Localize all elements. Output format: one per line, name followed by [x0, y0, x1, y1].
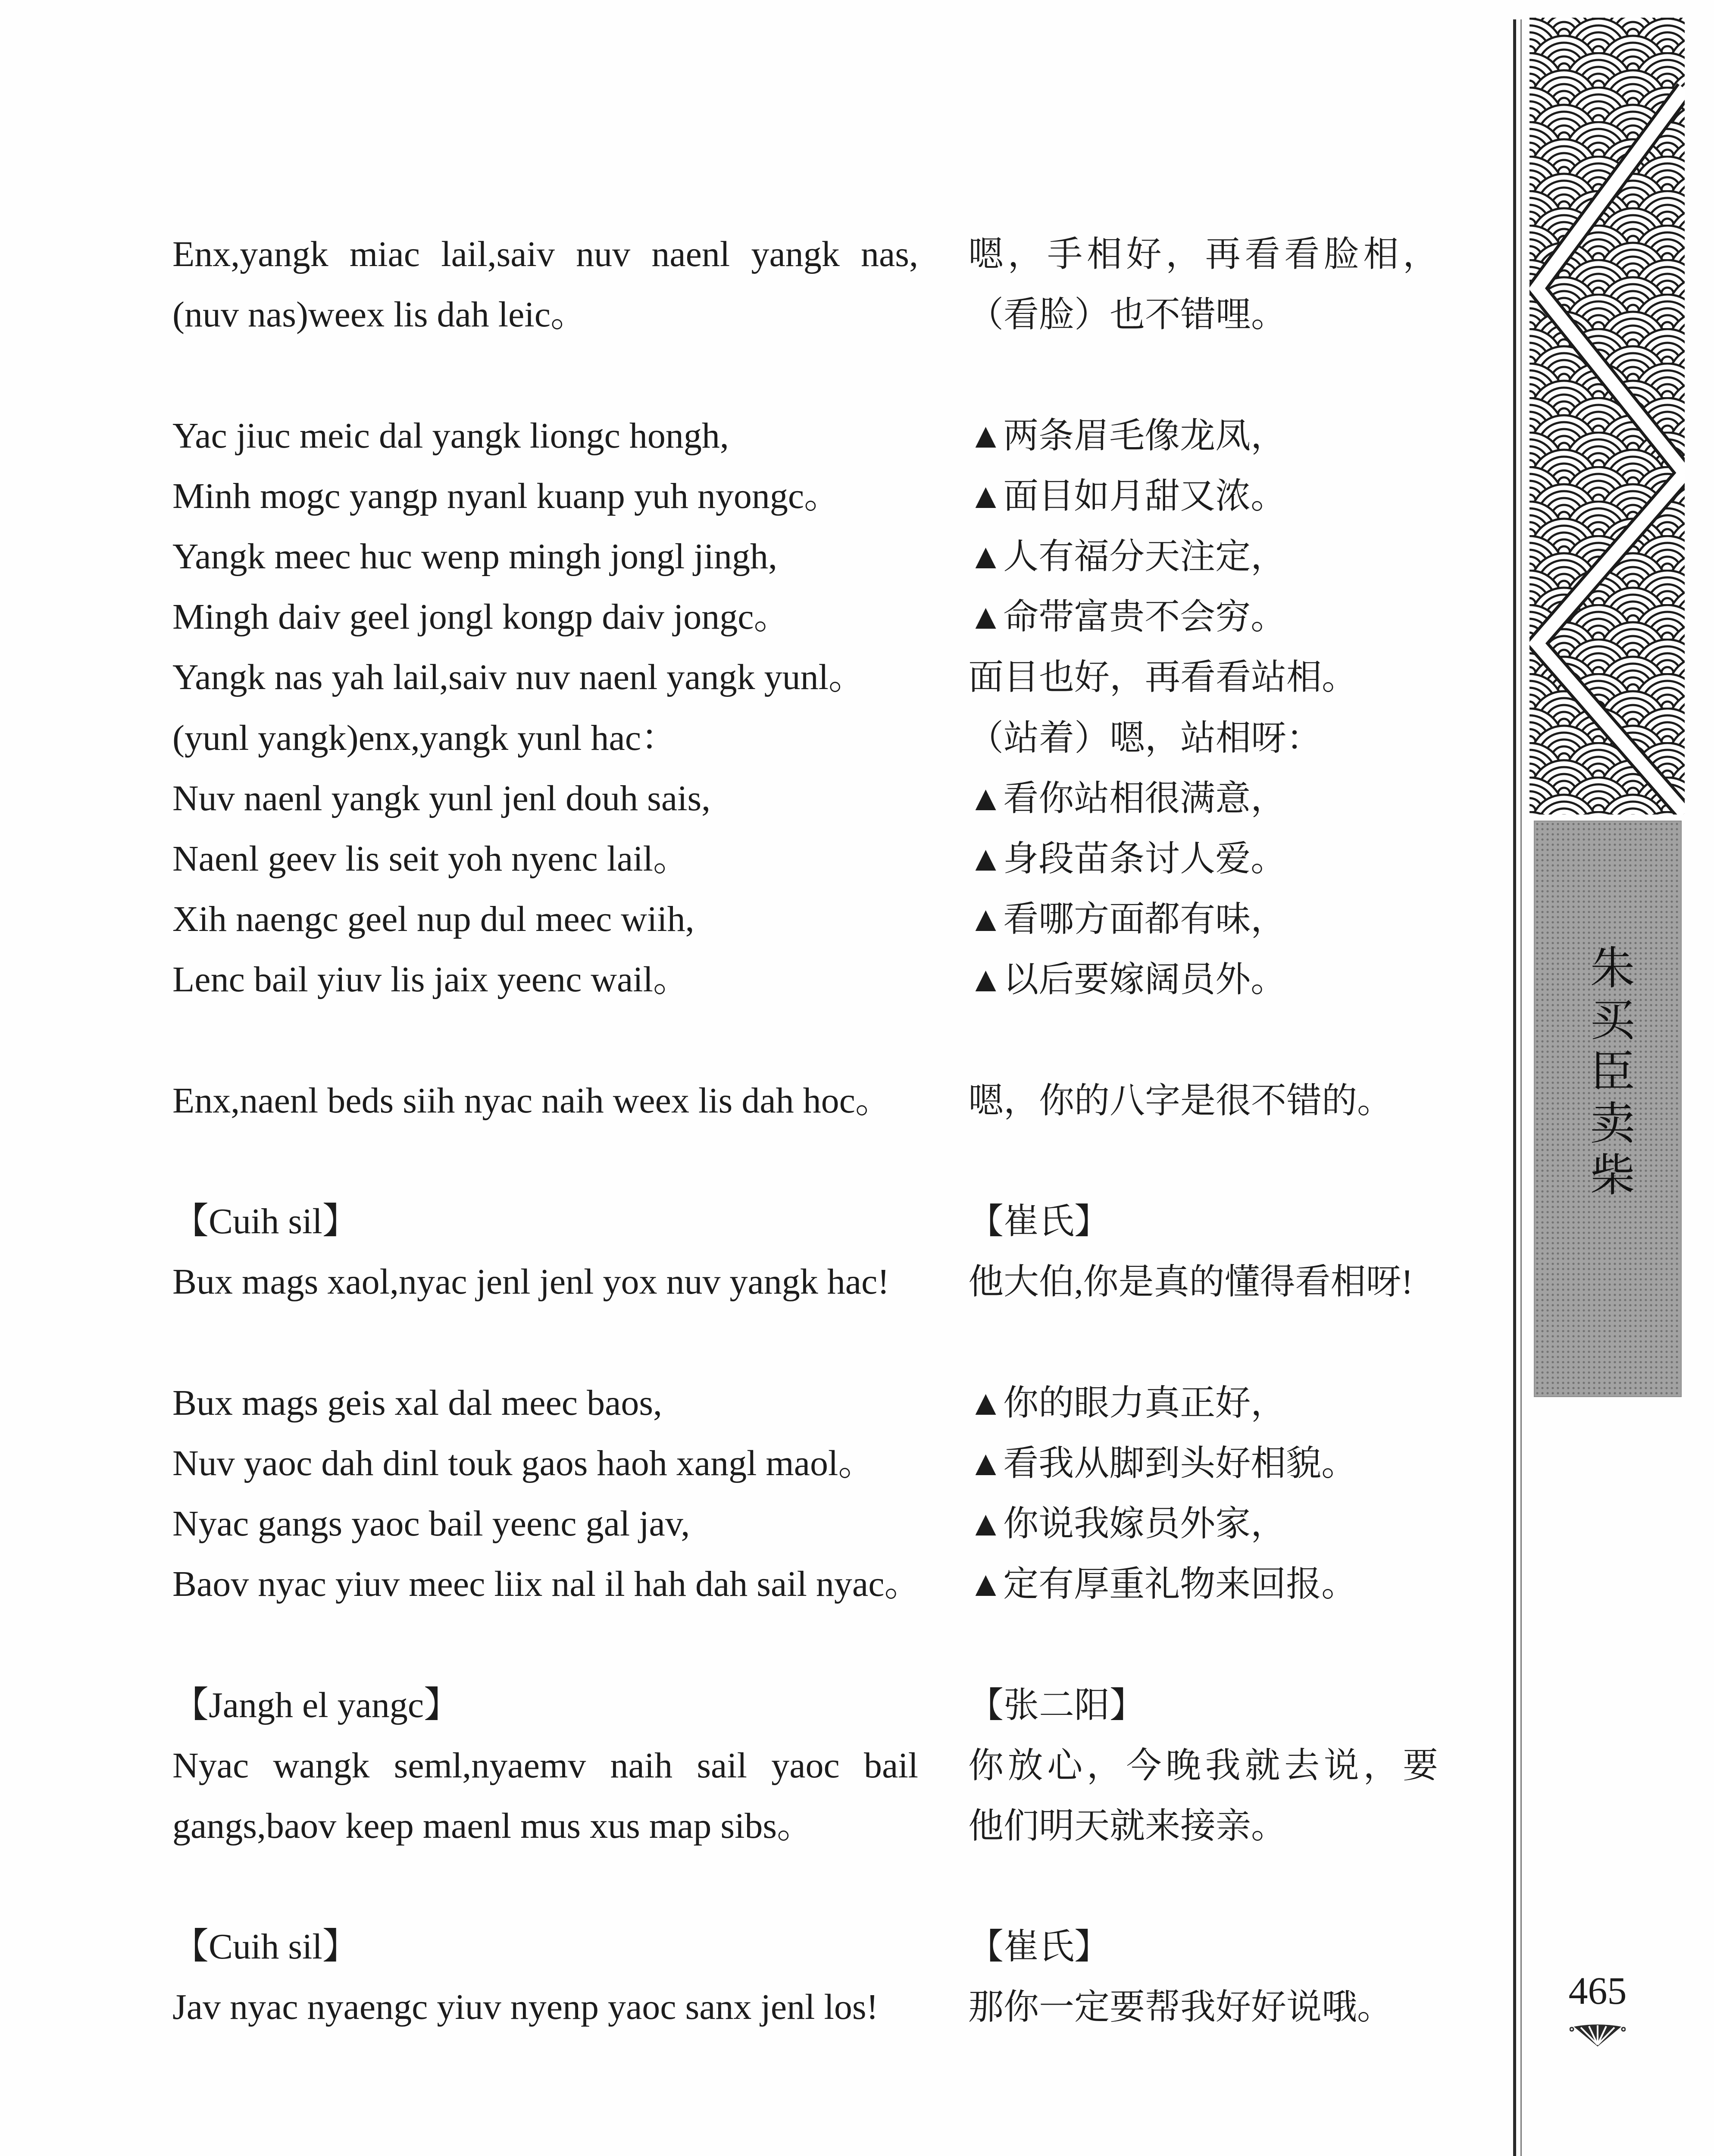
side-title-panel — [1534, 821, 1682, 1397]
line-pair — [172, 1373, 1438, 1433]
speaker-label-chinese: 【张二阳】 — [968, 1685, 1145, 1725]
ornament-icon — [1570, 2023, 1626, 2048]
dong-line: Jav nyac nyaengc yiuv nyenp yaoc sanx jenl los! — [172, 1987, 879, 2028]
dong-line: Enx,yangk miac lail,saiv nuv naenl yangk nas, — [172, 234, 918, 274]
speaker-label-chinese: 【崔氏】 — [968, 1927, 1110, 1967]
verse-block — [172, 1373, 1438, 1615]
speaker-label-dong: 【Jangh el yangc】 — [172, 1685, 460, 1725]
line-pair — [172, 889, 1438, 950]
dong-line: Bux mags xaol,nyac jenl jenl yox nuv yangk hac! — [172, 1262, 890, 1302]
dong-line: Enx,naenl beds siih nyac naih weex lis dah hoc。 — [172, 1080, 891, 1121]
dong-line: (nuv nas)weex lis dah leic。 — [172, 295, 587, 335]
chinese-line: ▲以后要嫁阔员外。 — [968, 960, 1286, 1000]
line-pair — [172, 587, 1438, 647]
chinese-line: ▲你的眼力真正好， — [968, 1383, 1286, 1423]
line-pair — [172, 406, 1438, 466]
chinese-line: 那你一定要帮我好好说哦。 — [968, 1987, 1393, 2027]
line-pair — [172, 1071, 1438, 1131]
chinese-line: ▲人有福分天注定， — [968, 536, 1286, 576]
page-number: 465 — [1568, 1970, 1627, 2012]
dialogue-block — [172, 1917, 1438, 2037]
dong-line: Nuv naenl yangk yunl jenl douh sais, — [172, 778, 711, 818]
dong-line: Yac jiuc meic dal yangk liongc hongh, — [172, 415, 729, 456]
chinese-line: ▲身段苗条讨人爱。 — [968, 839, 1286, 878]
dong-line: Baov nyac yiuv meec liix nal il hah dah sail nyac。 — [172, 1564, 921, 1604]
chinese-line: ▲两条眉毛像龙凤， — [968, 416, 1286, 455]
dong-line: Yangk nas yah lail,saiv nuv naenl yangk yunl。 — [172, 657, 865, 698]
line-pair — [172, 1796, 1438, 1856]
dong-line: Bux mags geis xal dal meec baos, — [172, 1382, 663, 1423]
chinese-line: ▲定有厚重礼物来回报。 — [968, 1564, 1357, 1604]
line-pair — [172, 950, 1438, 1010]
chinese-line: ▲命带富贵不会穷。 — [968, 597, 1286, 637]
dialogue-block — [172, 224, 1438, 345]
speaker-row — [172, 1191, 1438, 1252]
line-pair — [172, 1977, 1438, 2037]
dong-line: Yangk meec huc wenp mingh jongl jingh, — [172, 536, 777, 577]
line-pair — [172, 1494, 1438, 1554]
verse-block — [172, 406, 1438, 1010]
chinese-line: ▲看哪方面都有味， — [968, 899, 1286, 939]
dong-line: Xih naengc geel nup dul meec wiih, — [172, 899, 694, 940]
chinese-line: 你放心，今晚我就去说，要 — [968, 1745, 1438, 1785]
dong-line: Lenc bail yiuv lis jaix yeenc wail。 — [172, 959, 689, 1000]
line-pair — [172, 526, 1438, 587]
wave-pattern-border — [1529, 18, 1685, 815]
chinese-line: 嗯，手相好，再看看脸相， — [968, 235, 1438, 274]
line-pair — [172, 647, 1438, 708]
chinese-line: ▲面目如月甜又浓。 — [968, 476, 1286, 516]
line-pair — [172, 1736, 1438, 1796]
dong-line: Minh mogc yangp nyanl kuanp yuh nyongc。 — [172, 476, 841, 516]
chinese-line: 他大伯,你是真的懂得看相呀! — [968, 1262, 1413, 1302]
chinese-line: 他们明天就来接亲。 — [968, 1806, 1287, 1846]
line-pair — [172, 708, 1438, 768]
chinese-line: 嗯，你的八字是很不错的。 — [968, 1081, 1393, 1120]
chinese-line: ▲看我从脚到头好相貌。 — [968, 1443, 1357, 1483]
dong-line: Naenl geev lis seit yoh nyenc lail。 — [172, 838, 690, 879]
speaker-label-dong: 【Cuih sil】 — [172, 1927, 359, 1967]
margin-rule — [1513, 19, 1516, 2156]
chinese-line: ▲你说我嫁员外家， — [968, 1504, 1286, 1543]
dong-line: gangs,baov keep maenl mus xus map sibs。 — [172, 1805, 813, 1846]
dong-line: Mingh daiv geel jongl kongp daiv jongc。 — [172, 597, 790, 637]
side-title: 朱买臣卖柴 — [1583, 944, 1633, 1203]
line-pair — [172, 285, 1438, 345]
chinese-line: ▲看你站相很满意， — [968, 778, 1286, 818]
line-pair — [172, 829, 1438, 889]
dong-line: Nyac gangs yaoc bail yeenc gal jav, — [172, 1503, 690, 1544]
chinese-line: （站着）嗯，站相呀： — [968, 718, 1322, 758]
line-pair — [172, 1252, 1438, 1312]
line-pair — [172, 1554, 1438, 1614]
speaker-row — [172, 1917, 1438, 1977]
speaker-row — [172, 1675, 1438, 1736]
speaker-label-dong: 【Cuih sil】 — [172, 1201, 359, 1241]
speaker-label-chinese: 【崔氏】 — [968, 1202, 1110, 1241]
dong-line: Nyac wangk seml,nyaemv naih sail yaoc bail — [172, 1745, 918, 1786]
dong-line: (yunl yangk)enx,yangk yunl hac： — [172, 718, 678, 758]
dong-line: Nuv yaoc dah dinl touk gaos haoh xangl maol。 — [172, 1443, 875, 1483]
line-pair — [172, 224, 1438, 285]
dialogue-block — [172, 1071, 1438, 1131]
dialogue-block — [172, 1191, 1438, 1312]
dialogue-block — [172, 1675, 1438, 1857]
line-pair — [172, 768, 1438, 829]
chinese-line: 面目也好，再看看站相。 — [968, 658, 1357, 697]
margin-rule — [1520, 19, 1522, 2156]
chinese-line: （看脸）也不错哩。 — [968, 295, 1287, 335]
line-pair — [172, 1433, 1438, 1494]
line-pair — [172, 466, 1438, 526]
script-text — [172, 224, 1438, 2038]
